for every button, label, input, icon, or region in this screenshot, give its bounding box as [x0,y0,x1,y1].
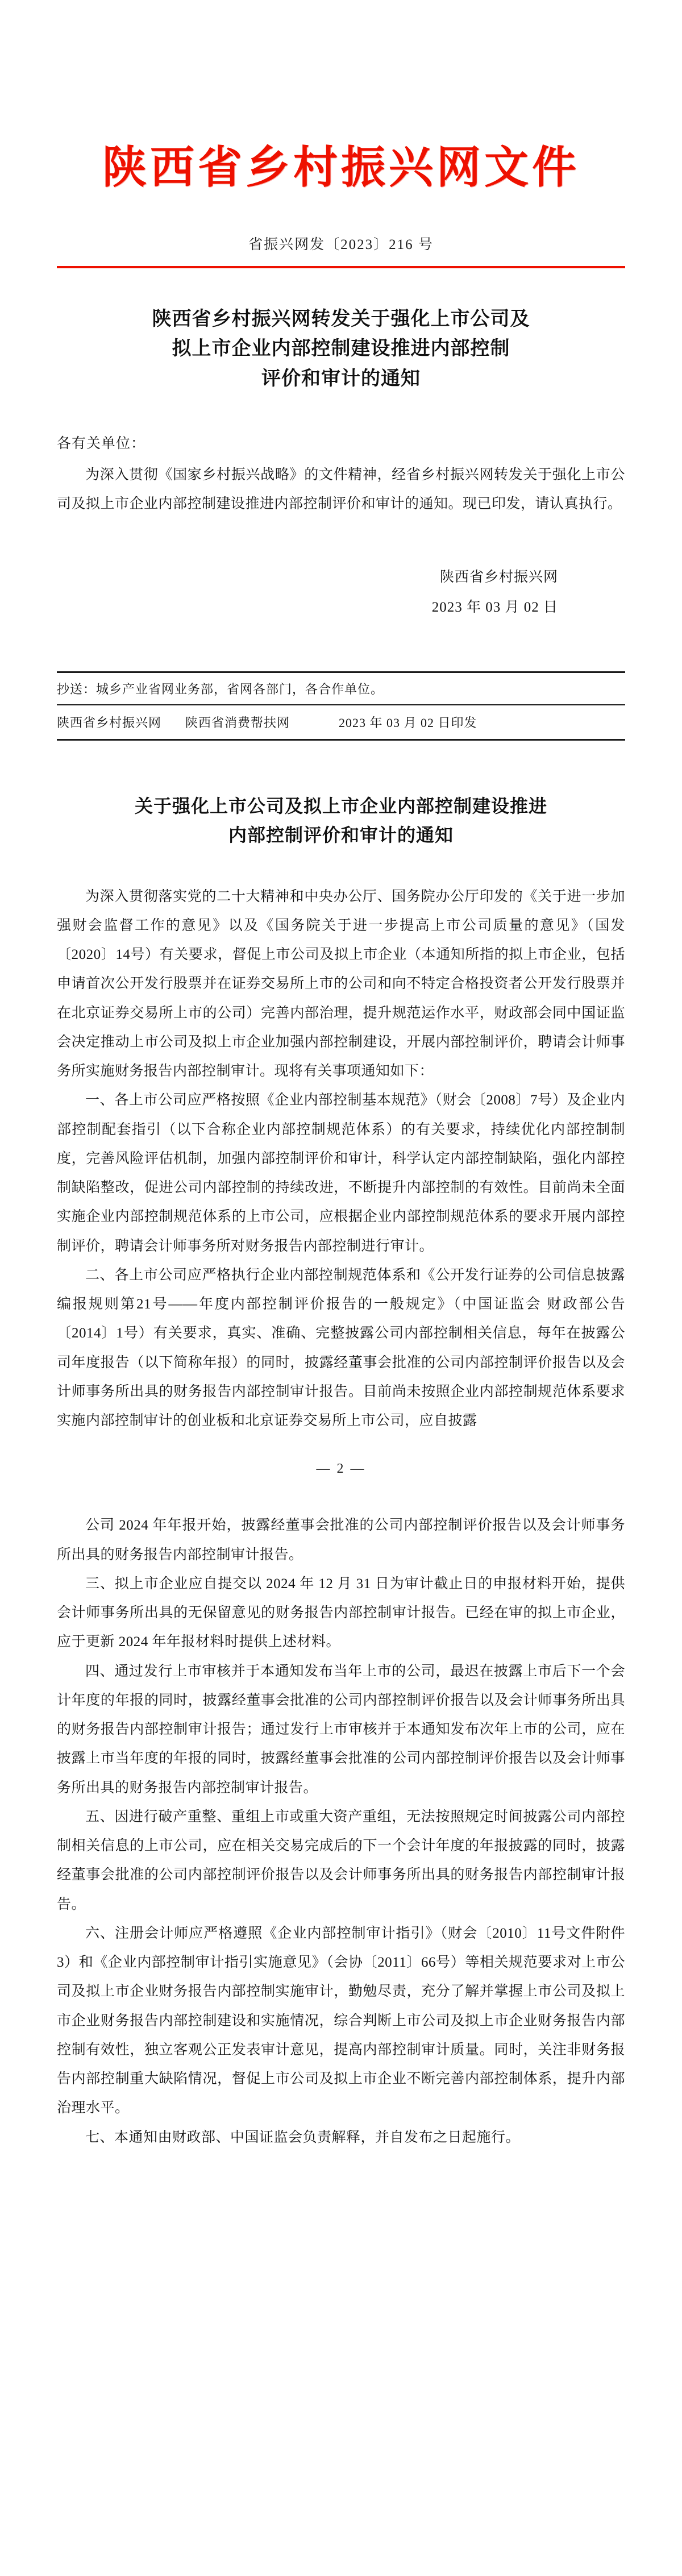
distribution-block [57,671,625,741]
signature-block [57,563,625,622]
title-body-spacer [57,850,625,882]
red-separator-rule [57,266,625,268]
cover-title-line-2: 拟上市企业内部控制建设推进内部控制 [172,338,510,360]
attachment-paragraph-item-7: 七、本通知由财政部、中国证监会负责解释，并自发布之日起施行。 [85,2129,521,2145]
attachment-sheet [0,741,682,2214]
red-header-title: 陕西省乡村振兴网文件 [102,143,580,192]
issue-date: 2023 年 03 月 02 日 [431,599,558,615]
cover-title-line-1: 陕西省乡村振兴网转发关于强化上市公司及 [152,308,530,330]
bottom-padding [57,2152,625,2214]
attachment-paragraph-intro: 为深入贯彻落实党的二十大精神和中央办公厅、国务院办公厅印发的《关于进一步加强财会监督工作的意见》以及《国务院关于进一步提高上市公司质量的意见》（国发〔2020〕14号）有关要求，督促上市公司及拟上市企业（本通知所指的拟上市企业，包括申请首次公开发行股票并在证券交易所上市的公司和向不特定合格投资者公开发行股票并在北京证券交易所上市的公司）完善内部治理，提升规范运作水平，财政部会同中国证监会决定推动上市公司及拟上市企业加强内部控制建设，开展内部控制评价，聘请会计师事务所实施财务报告内部控制审计。现将有关事项通知如下： [57,888,625,1079]
cover-sheet [0,0,682,741]
attachment-paragraph-item-1: 一、各上市公司应严格按照《企业内部控制基本规范》（财会〔2008〕7号）及企业内部控制配套指引（以下合称企业内部控制规范体系）的有关要求，持续优化内部控制制度，完善风险评估机制，加强内部控制评价和审计，科学认定内部控制缺陷，强化内部控制缺陷整改，促进公司内部控制的持续改进，不断提升内部控制的有效性。目前尚未全面实施企业内部控制规范体系的上市公司，应根据企业内部控制规范体系的要求开展内部控制评价，聘请会计师事务所对财务报告内部控制进行审计。 [57,1092,625,1254]
imprint-unit-2: 陕西省消费帮扶网 [185,716,290,730]
attachment-paragraph-item-2-cont: 公司 2024 年年报开始，披露经董事会批准的公司内部控制评价报告以及会计师事务所出具的财务报告内部控制审计报告。 [57,1518,625,1563]
cover-title-line-3: 评价和审计的通知 [261,368,421,390]
carbon-copy-line: 抄送：城乡产业省网业务部，省网各部门，各合作单位。 [57,682,384,697]
attachment-paragraph-item-2: 二、各上市公司应严格执行企业内部控制规范体系和《公开发行证券的公司信息披露编报规则第21号——年度内部控制评价报告的一般规定》（中国证监会 财政部公告〔2014〕1号）有关要求，真实、准确、完整披露公司内部控制相关信息，每年在披露公司年度报告（以下简称年报）的同时，披露经董事会批准的公司内部控制评价报告以及会计师事务所出具的财务报告内部控制审计报告。目前尚未按照企业内部控制规范体系要求实施内部控制审计的创业板和北京证券交易所上市公司，应自披露 [57,1267,625,1429]
issuing-organization: 陕西省乡村振兴网 [439,570,558,585]
attachment-title [57,792,625,850]
attachment-paragraph-item-6: 六、注册会计师应严格遵照《企业内部控制审计指引》（财会〔2010〕11号文件附件3）和《企业内部控制审计指引实施意见》（会协〔2011〕66号）等相关规范要求对上市公司及拟上市企业财务报告内部控制实施审计，勤勉尽责，充分了解并掌握上市公司及拟上市企业财务报告内部控制建设和实施情况，综合判断上市公司及拟上市企业财务报告内部控制有效性，独立客观公正发表审计意见，提高内部控制审计质量。同时，关注非财务报告内部控制重大缺陷情况，督促上市公司及拟上市企业不断完善内部控制体系，提升内部治理水平。 [57,1925,625,2116]
attachment-page [0,741,682,2214]
attachment-body-part-1 [57,882,625,1436]
attachment-title-line-1: 关于强化上市公司及拟上市企业内部控制建设推进 [134,796,547,817]
attachment-paragraph-item-3: 三、拟上市企业应自提交以 2024 年 12 月 31 日为审计截止日的申报材料开始，提供会计师事务所出具的无保留意见的财务报告内部控制审计报告。已经在审的拟上市企业，应于更新 2024 年年报材料时提供上述材料。 [57,1576,625,1650]
attachment-body-part-2 [57,1511,625,2152]
attachment-title-line-2: 内部控制评价和审计的通知 [228,825,454,846]
recipient-salutation: 各有关单位： [57,435,146,451]
imprint-unit-1: 陕西省乡村振兴网 [57,716,162,730]
document-number: 省振兴网发〔2023〕216 号 [248,236,434,252]
imprint-print-date: 2023 年 03 月 02 日印发 [339,716,477,730]
attachment-paragraph-item-4: 四、通过发行上市审核并于本通知发布当年上市的公司，最迟在披露上市后下一个会计年度的年报的同时，披露经董事会批准的公司内部控制评价报告以及会计师事务所出具的财务报告内部控制审计报告；通过发行上市审核并于本通知发布次年上市的公司，应在披露上市当年度的年报的同时，披露经董事会批准的公司内部控制评价报告以及会计师事务所出具的财务报告内部控制审计报告。 [57,1663,625,1796]
cover-document-title [57,305,625,394]
cover-page [0,0,682,741]
imprint-line [57,705,625,739]
cover-body-paragraph: 为深入贯彻《国家乡村振兴战略》的文件精神，经省乡村振兴网转发关于强化上市公司及拟上市企业内部控制建设推进内部控制评价和审计的通知。现已印发，请认真执行。 [57,467,625,512]
page-number-footer: — 2 — [316,1461,366,1477]
attachment-paragraph-item-5: 五、因进行破产重整、重组上市或重大资产重组，无法按照规定时间披露公司内部控制相关信息的上市公司，应在相关交易完成后的下一个会计年度的年报披露的同时，披露经董事会批准的公司内部控制评价报告以及会计师事务所出具的财务报告内部控制审计报告。 [57,1809,625,1912]
